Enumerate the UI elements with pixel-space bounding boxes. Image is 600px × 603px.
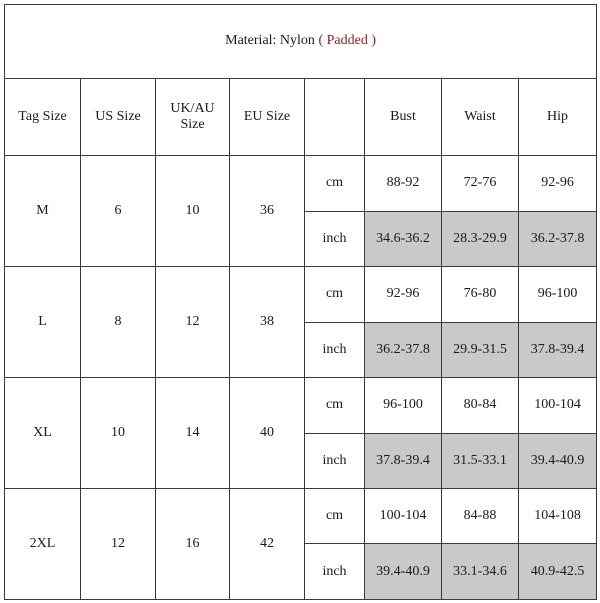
us-size-cell: 12 (81, 488, 156, 599)
table-row-2xl-cm (5, 488, 597, 543)
hip-cm-cell: 104-108 (519, 488, 597, 543)
waist-cm-cell: 72-76 (442, 156, 519, 211)
us-size-cell: 8 (81, 267, 156, 378)
header-tag-size: Tag Size (5, 78, 81, 156)
header-unit (305, 78, 365, 156)
bust-inch-cell: 39.4-40.9 (365, 544, 442, 600)
bust-cm-cell: 88-92 (365, 156, 442, 211)
hip-inch-cell: 37.8-39.4 (519, 322, 597, 377)
size-chart-table (4, 4, 597, 600)
waist-inch-cell: 31.5-33.1 (442, 433, 519, 488)
unit-inch-cell: inch (305, 211, 365, 266)
waist-cm-cell: 80-84 (442, 378, 519, 433)
bust-inch-cell: 34.6-36.2 (365, 211, 442, 266)
bust-cm-cell: 100-104 (365, 488, 442, 543)
table-row-xl-cm (5, 378, 597, 433)
title-padded: ( Padded ) (318, 33, 376, 49)
bust-cm-cell: 96-100 (365, 378, 442, 433)
bust-inch-cell: 37.8-39.4 (365, 433, 442, 488)
tag-size-cell: L (5, 267, 81, 378)
bust-cm-cell: 92-96 (365, 267, 442, 322)
tag-size-cell: 2XL (5, 488, 81, 599)
waist-cm-cell: 76-80 (442, 267, 519, 322)
unit-cm-cell: cm (305, 378, 365, 433)
bust-inch-cell: 36.2-37.8 (365, 322, 442, 377)
hip-inch-cell: 39.4-40.9 (519, 433, 597, 488)
eu-size-cell: 36 (230, 156, 305, 267)
chart-title (5, 5, 597, 79)
eu-size-cell: 38 (230, 267, 305, 378)
tag-size-cell: M (5, 156, 81, 267)
header-ukau-size (156, 78, 230, 156)
ukau-size-cell: 10 (156, 156, 230, 267)
us-size-cell: 10 (81, 378, 156, 489)
hip-cm-cell: 96-100 (519, 267, 597, 322)
header-eu-size: EU Size (230, 78, 305, 156)
hip-cm-cell: 100-104 (519, 378, 597, 433)
title-material: Material: Nylon (225, 33, 315, 49)
waist-inch-cell: 29.9-31.5 (442, 322, 519, 377)
us-size-cell: 6 (81, 156, 156, 267)
header-row (5, 78, 597, 156)
unit-cm-cell: cm (305, 156, 365, 211)
ukau-size-cell: 14 (156, 378, 230, 489)
table-row-l-cm (5, 267, 597, 322)
hip-cm-cell: 92-96 (519, 156, 597, 211)
ukau-size-cell: 16 (156, 488, 230, 599)
header-ukau-line1: UK/AU (170, 100, 215, 116)
waist-inch-cell: 28.3-29.9 (442, 211, 519, 266)
unit-inch-cell: inch (305, 322, 365, 377)
hip-inch-cell: 36.2-37.8 (519, 211, 597, 266)
table-row-m-cm (5, 156, 597, 211)
unit-cm-cell: cm (305, 267, 365, 322)
unit-inch-cell: inch (305, 544, 365, 600)
waist-cm-cell: 84-88 (442, 488, 519, 543)
tag-size-cell: XL (5, 378, 81, 489)
unit-inch-cell: inch (305, 433, 365, 488)
eu-size-cell: 40 (230, 378, 305, 489)
header-hip: Hip (519, 78, 597, 156)
header-bust: Bust (365, 78, 442, 156)
hip-inch-cell: 40.9-42.5 (519, 544, 597, 600)
header-ukau-line2: Size (180, 116, 205, 132)
header-waist: Waist (442, 78, 519, 156)
unit-cm-cell: cm (305, 488, 365, 543)
header-us-size: US Size (81, 78, 156, 156)
waist-inch-cell: 33.1-34.6 (442, 544, 519, 600)
eu-size-cell: 42 (230, 488, 305, 599)
ukau-size-cell: 12 (156, 267, 230, 378)
